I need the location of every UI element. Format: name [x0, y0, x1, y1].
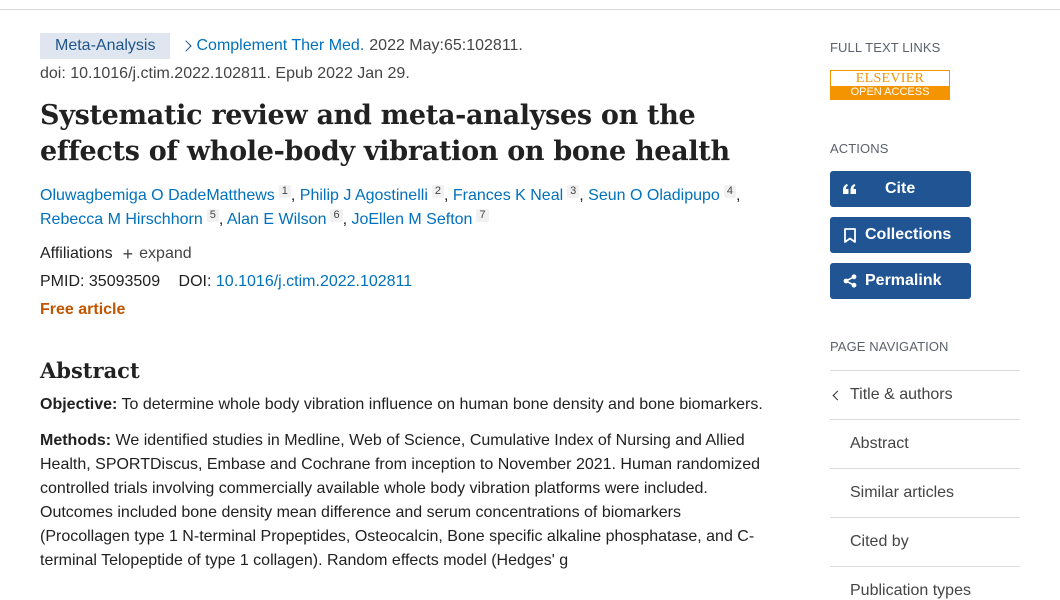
methods-label: Methods:: [40, 432, 112, 449]
chevron-right-icon: [181, 40, 192, 51]
full-text-links-heading: FULL TEXT LINKS: [830, 40, 941, 55]
affiliation-number[interactable]: 1: [279, 185, 291, 198]
methods-text: We identified studies in Medline, Web of Science, Cumulative Index of Nursing and Allied Health, SPORTDiscus, Embase and Cochrane from inception to November 2021. Human randomized controlled trials involving commercially available whole body vibration platforms were included. Outcomes included bone density mean difference and serum concentrations of biomarkers (Procollagen type 1 N-terminal Propeptides, Osteocalcin, Bone specific alkaline phosphatase, and C-terminal Telopeptide of type 1 collagen). Random effects model (Hedges' g: [40, 432, 761, 569]
sidebar: [830, 40, 1020, 600]
affiliation-number[interactable]: 7: [476, 209, 488, 222]
publication-type-badge: Meta-Analysis: [40, 33, 170, 59]
author-link[interactable]: Oluwagbemiga O DadeMatthews: [40, 187, 275, 204]
expand-affiliations-button[interactable]: [123, 242, 192, 266]
elsevier-open-access-link[interactable]: [830, 70, 950, 100]
actions-heading: ACTIONS: [830, 141, 889, 156]
citation-issue: 2022 May:65:102811.: [369, 37, 523, 54]
citation-doi-line: doi: 10.1016/j.ctim.2022.102811. Epub 2022 Jan 29.: [40, 65, 410, 82]
affiliation-number[interactable]: 6: [330, 209, 342, 222]
page-navigation-list: [830, 370, 1020, 600]
collections-label: Collections: [865, 226, 952, 243]
expand-label: expand: [139, 245, 192, 262]
bookmark-icon: [842, 228, 858, 243]
objective-label: Objective:: [40, 396, 118, 413]
doi-link[interactable]: 10.1016/j.ctim.2022.102811: [215, 273, 413, 290]
nav-item-title-authors[interactable]: Title & authors: [830, 371, 1020, 420]
nav-item-similar-articles[interactable]: Similar articles: [830, 469, 1020, 518]
permalink-label: Permalink: [865, 272, 942, 289]
affiliation-number[interactable]: 2: [432, 185, 444, 198]
pmid-value: 35093509: [88, 273, 161, 290]
permalink-button[interactable]: [830, 263, 971, 299]
nav-item-abstract[interactable]: Abstract: [830, 420, 1020, 469]
journal-link[interactable]: Complement Ther Med.: [196, 37, 365, 54]
share-icon: [842, 274, 858, 288]
abstract-objective: [40, 393, 765, 417]
affiliations-row: [40, 242, 765, 266]
doi-label: DOI:: [178, 273, 212, 290]
elsevier-logo-text: ELSEVIER: [831, 71, 949, 86]
affiliations-label: Affiliations: [40, 245, 113, 262]
quote-icon: [842, 184, 858, 194]
author-link[interactable]: JoEllen M Sefton: [351, 211, 473, 228]
header-divider: [0, 9, 1060, 10]
open-access-text: OPEN ACCESS: [831, 86, 949, 99]
nav-item-publication-types[interactable]: Publication types: [830, 567, 1020, 600]
cite-button[interactable]: [830, 171, 971, 207]
identifiers-row: [40, 270, 765, 294]
nav-item-cited-by[interactable]: Cited by: [830, 518, 1020, 567]
article-main: [40, 33, 765, 573]
free-article-label: Free article: [40, 301, 126, 318]
affiliation-number[interactable]: 5: [207, 209, 219, 222]
author-link[interactable]: Seun O Oladipupo: [588, 187, 720, 204]
pmid-label: PMID:: [40, 273, 85, 290]
author-link[interactable]: Rebecca M Hirschhorn: [40, 211, 203, 228]
cite-label: Cite: [885, 180, 916, 197]
authors-list: Oluwagbemiga O DadeMatthews 1 , Philip J Agostinelli 2 , Frances K Neal 3 , Seun O Oladipupo 4 , Rebecca M Hirschhorn 5 , Alan E Wilson 6 , JoEllen M Sefton 7: [40, 185, 741, 228]
author-link[interactable]: Frances K Neal: [452, 187, 564, 204]
abstract-heading: Abstract: [40, 358, 140, 383]
plus-icon: +: [122, 244, 134, 264]
affiliation-number[interactable]: 4: [724, 185, 736, 198]
abstract-methods: [40, 429, 765, 573]
affiliation-number[interactable]: 3: [567, 185, 579, 198]
citation-line: [40, 33, 765, 59]
page-navigation-heading: PAGE NAVIGATION: [830, 339, 949, 354]
chevron-left-icon: [833, 390, 843, 400]
author-link[interactable]: Alan E Wilson: [226, 211, 327, 228]
objective-text: To determine whole body vibration influence on human bone density and bone biomarkers.: [117, 396, 763, 413]
article-title: Systematic review and meta-analyses on the effects of whole-body vibration on bone health: [40, 100, 730, 167]
collections-button[interactable]: [830, 217, 971, 253]
author-link[interactable]: Philip J Agostinelli: [299, 187, 428, 204]
